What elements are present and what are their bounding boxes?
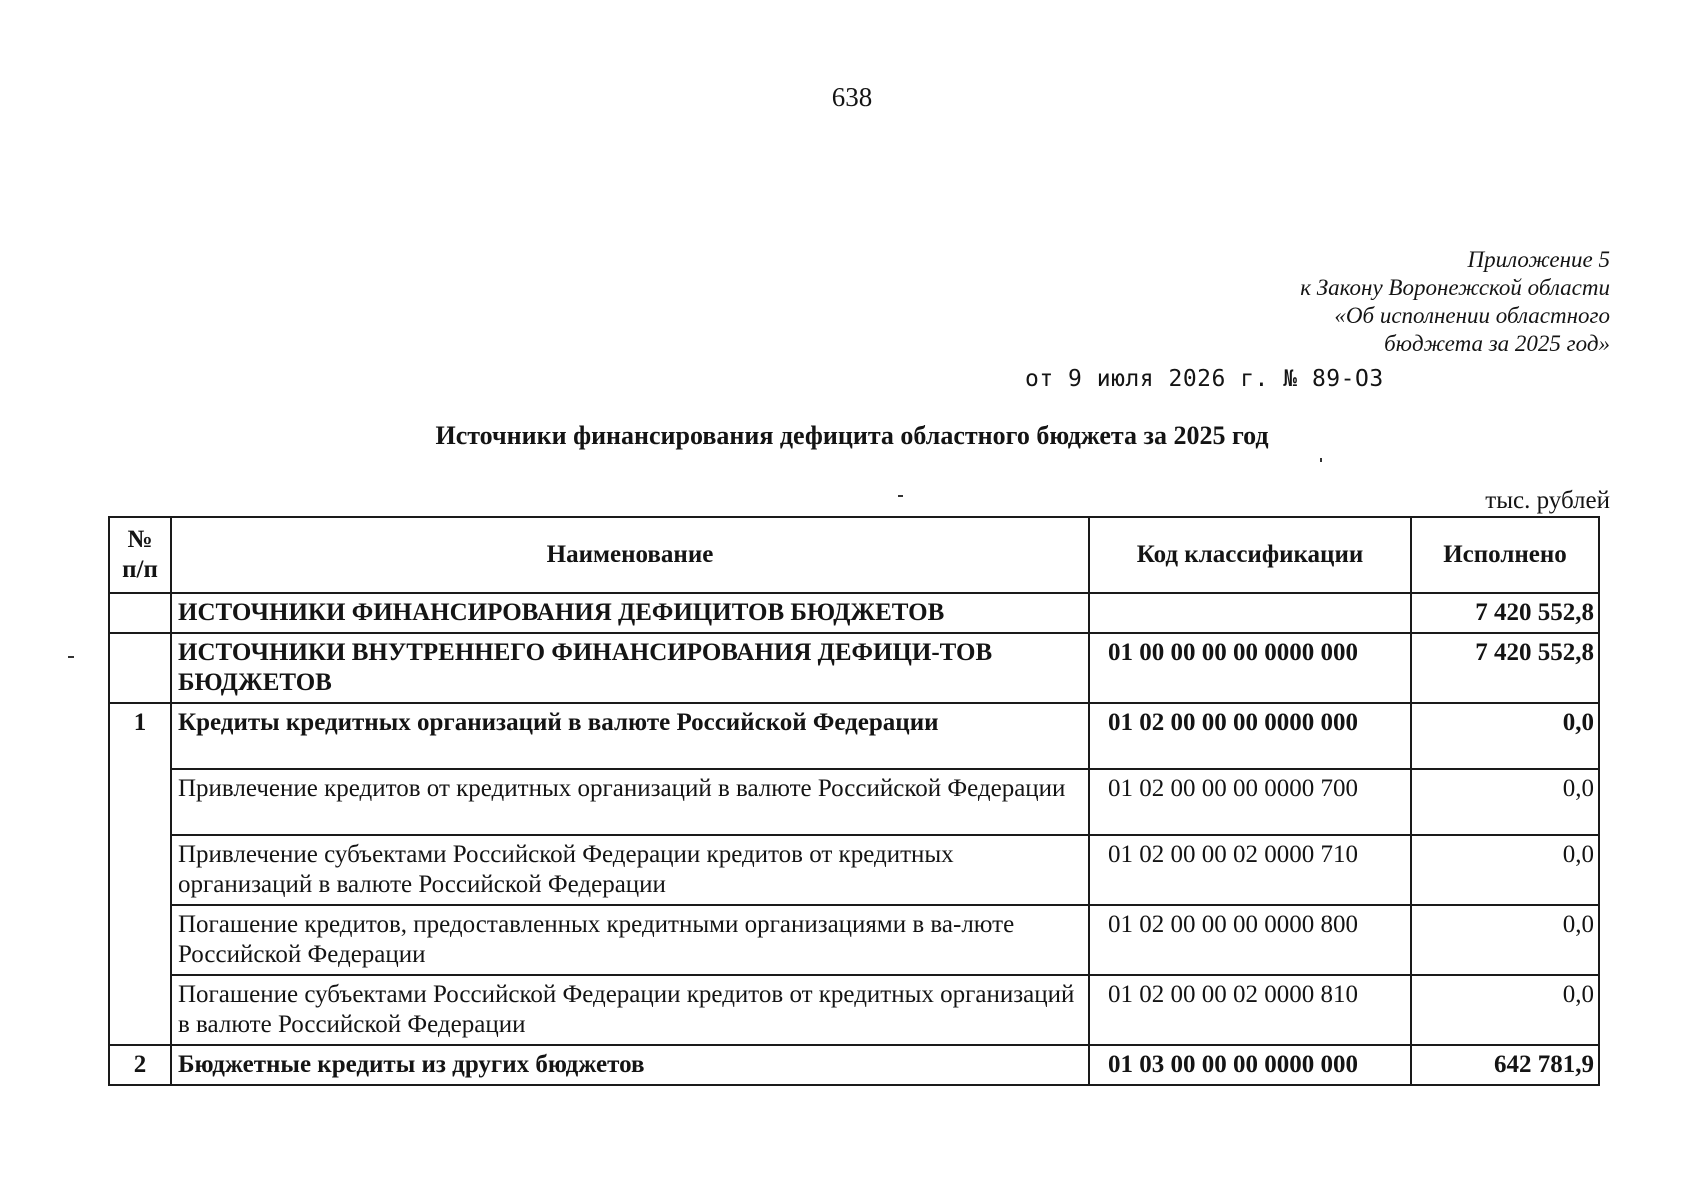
row-name-cell: Кредиты кредитных организаций в валюте Российской Федерации [171, 703, 1089, 769]
row-number-cell [109, 593, 171, 633]
header-num: № п/п [109, 517, 171, 593]
row-value-cell: 0,0 [1411, 769, 1599, 835]
row-number-cell [109, 769, 171, 835]
row-name-cell: ИСТОЧНИКИ ФИНАНСИРОВАНИЯ ДЕФИЦИТОВ БЮДЖЕТОВ [171, 593, 1089, 633]
row-number-cell [109, 975, 171, 1045]
row-code-cell: 01 02 00 00 02 0000 710 [1089, 835, 1411, 905]
table-row [109, 975, 1599, 1045]
row-name-cell: ИСТОЧНИКИ ВНУТРЕННЕГО ФИНАНСИРОВАНИЯ ДЕФИЦИ-ТОВ БЮДЖЕТОВ [171, 633, 1089, 703]
row-number-cell [109, 633, 171, 703]
appendix-note [1300, 246, 1610, 358]
row-code-cell: 01 02 00 00 00 0000 800 [1089, 905, 1411, 975]
row-name-cell: Бюджетные кредиты из других бюджетов [171, 1045, 1089, 1085]
row-code-cell: 01 03 00 00 00 0000 000 [1089, 1045, 1411, 1085]
appendix-line: Приложение 5 [1467, 247, 1610, 272]
scan-speck [68, 656, 74, 658]
row-value-cell: 642 781,9 [1411, 1045, 1599, 1085]
table-row [109, 905, 1599, 975]
table-body [109, 593, 1599, 1085]
page-number: 638 [831, 82, 873, 112]
table-row [109, 1045, 1599, 1085]
units-label: тыс. рублей [1485, 487, 1610, 514]
row-number-cell [109, 835, 171, 905]
row-number-cell: 1 [109, 703, 171, 769]
header-code: Код классификации [1089, 517, 1411, 593]
row-number-cell [109, 905, 171, 975]
row-value-cell: 0,0 [1411, 703, 1599, 769]
row-value-cell: 0,0 [1411, 835, 1599, 905]
scan-speck [1320, 458, 1322, 462]
appendix-line: бюджета за 2025 год» [1384, 331, 1610, 356]
document-title: Источники финансирования дефицита областного бюджета за 2025 год [435, 421, 1269, 450]
row-code-cell: 01 02 00 00 00 0000 700 [1089, 769, 1411, 835]
table-row [109, 835, 1599, 905]
row-name-cell: Привлечение кредитов от кредитных организаций в валюте Российской Федерации [171, 769, 1089, 835]
appendix-line: «Об исполнении областного [1334, 303, 1610, 328]
financing-sources-table [108, 516, 1600, 1086]
table-row [109, 703, 1599, 769]
row-name-cell: Погашение субъектами Российской Федерации кредитов от кредитных организаций в валюте Российской Федерации [171, 975, 1089, 1045]
law-date-number-stamp: от 9 июля 2026 г. № 89-ОЗ [1025, 366, 1384, 392]
row-value-cell: 7 420 552,8 [1411, 633, 1599, 703]
row-value-cell: 7 420 552,8 [1411, 593, 1599, 633]
header-name: Наименование [171, 517, 1089, 593]
table-row [109, 593, 1599, 633]
table-row [109, 633, 1599, 703]
row-code-cell: 01 00 00 00 00 0000 000 [1089, 633, 1411, 703]
table-row [109, 769, 1599, 835]
header-value: Исполнено [1411, 517, 1599, 593]
scan-speck [898, 495, 903, 497]
row-number-cell: 2 [109, 1045, 171, 1085]
row-code-cell: 01 02 00 00 02 0000 810 [1089, 975, 1411, 1045]
appendix-line: к Закону Воронежской области [1300, 275, 1610, 300]
row-value-cell: 0,0 [1411, 975, 1599, 1045]
row-value-cell: 0,0 [1411, 905, 1599, 975]
row-name-cell: Привлечение субъектами Российской Федерации кредитов от кредитных организаций в валюте Российской Федерации [171, 835, 1089, 905]
row-name-cell: Погашение кредитов, предоставленных кредитными организациями в ва-люте Российской Федерации [171, 905, 1089, 975]
row-code-cell [1089, 593, 1411, 633]
table-header-row [109, 517, 1599, 593]
row-code-cell: 01 02 00 00 00 0000 000 [1089, 703, 1411, 769]
